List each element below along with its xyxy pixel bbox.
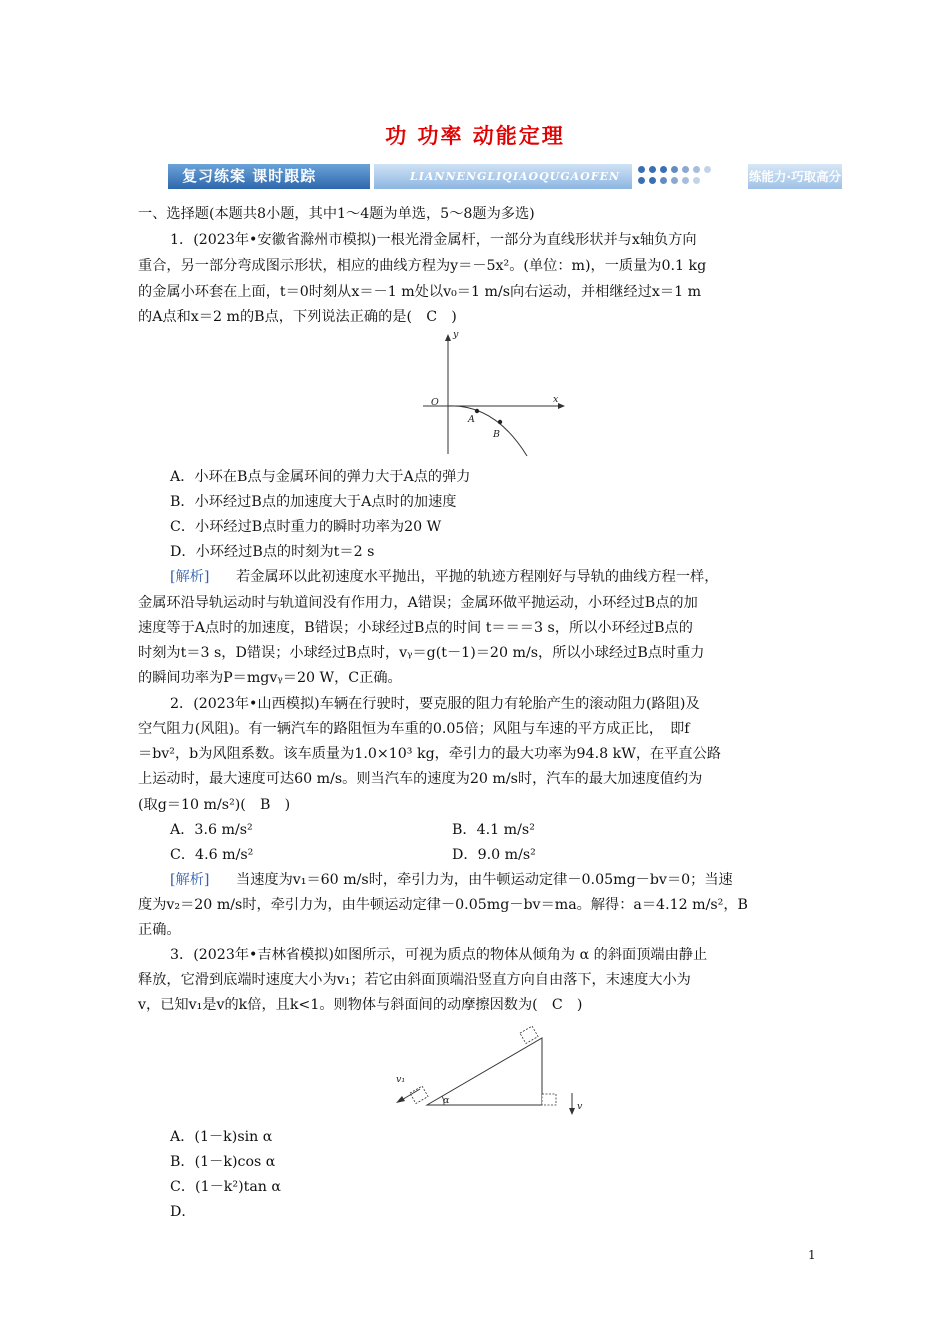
- top-block: [520, 1026, 538, 1043]
- page-number: 1: [808, 1248, 816, 1262]
- q1-analysis-line: 时刻为t＝3 s，D错误；小球经过B点时，vᵧ＝g(t－1)＝20 m/s，所以小球经过B点时重力: [138, 645, 705, 661]
- page-title: 功 功率 动能定理: [385, 124, 565, 148]
- q1-analysis-line: 金属环沿导轨运动时与轨道间没有作用力，A错误；金属环做平抛运动，小环经过B点的加: [138, 595, 698, 611]
- q2-line: ＝bv²，b为风阻系数。该车质量为1.0×10³ kg，牵引力的最大功率为94.8 kW，在平直公路: [138, 746, 721, 762]
- v-arrow-head: [569, 1108, 575, 1115]
- q2-option-d: D．9.0 m/s²: [452, 847, 536, 863]
- origin-label: O: [431, 397, 439, 408]
- banner-dots-decoration: [638, 165, 744, 188]
- v1-arrow-head: [396, 1096, 405, 1103]
- x-axis-label: x: [553, 394, 559, 405]
- q3-option-a: A．(1－k)sin α: [170, 1129, 273, 1145]
- point-a-label: A: [468, 414, 475, 425]
- banner-middle-label: LIANNENGLIQIAOQUGAOFEN: [374, 164, 632, 189]
- q1-analysis-line: 的瞬间功率为P＝mgvᵧ＝20 W，C正确。: [138, 670, 402, 686]
- q3-option-d: D．: [170, 1204, 196, 1220]
- q1-line: 重合，另一部分弯成图示形状，相应的曲线方程为y＝－5x²。(单位：m)，一质量为0.1 kg: [138, 258, 707, 274]
- q1-option-a: A．小环在B点与金属环间的弹力大于A点的弹力: [170, 469, 471, 485]
- curve-track: [448, 406, 527, 456]
- q1-analysis-tag: [解析]: [170, 569, 210, 585]
- v-label: v: [577, 1101, 583, 1112]
- point-b-marker: [498, 420, 502, 424]
- q1-line: 1．(2023年•安徽省滁州市模拟)一根光滑金属杆，一部分为直线形状并与x轴负方向: [170, 232, 697, 248]
- q1-option-c: C．小环经过B点时重力的瞬时功率为20 W: [170, 519, 442, 535]
- q1-line: 的A点和x＝2 m的B点，下列说法正确的是( C ): [138, 309, 457, 325]
- q2-option-b: B．4.1 m/s²: [452, 822, 535, 838]
- q3-incline-figure: [392, 1030, 592, 1120]
- q3-line: v，已知v₁是v的k倍，且k<1。则物体与斜面间的动摩擦因数为( C ): [138, 997, 583, 1013]
- q2-analysis-line: 正确。: [138, 922, 181, 938]
- q1-curve-figure: [415, 329, 575, 457]
- q2-line: (取g＝10 m/s²)( B ): [138, 797, 291, 813]
- q1-line: 的金属小环套在上面，t＝0时刻从x＝－1 m处以v₀＝1 m/s向右运动，并相继经过x＝1 m: [138, 284, 702, 300]
- q1-analysis-line: 速度等于A点时的加速度，B错误；小球经过B点的时间 t＝＝＝3 s，所以小环经过B点的: [138, 620, 693, 636]
- section-header: 一、选择题(本题共8小题，其中1～4题为单选，5～8题为多选): [138, 206, 535, 222]
- q3-line: 3．(2023年•吉林省模拟)如图所示，可视为质点的物体从倾角为 α 的斜面顶端由静止: [170, 947, 708, 963]
- bottom-block: [542, 1094, 556, 1105]
- q2-option-a: A．3.6 m/s²: [170, 822, 253, 838]
- y-axis-label: y: [453, 329, 459, 340]
- point-b-label: B: [493, 429, 500, 440]
- q1-option-d: D．小环经过B点的时刻为t＝2 s: [170, 544, 375, 560]
- q2-analysis-tag: [解析]: [170, 872, 210, 888]
- x-axis-arrow: [558, 403, 565, 409]
- alpha-label: α: [443, 1095, 450, 1106]
- q2-analysis-line: 度为v₂＝20 m/s时，牵引力为，由牛顿运动定律－0.05mg－bv＝ma。解得：a＝4.12 m/s²，B: [138, 897, 748, 913]
- q3-option-c: C．(1－k²)tan α: [170, 1179, 281, 1195]
- q2-line: 2．(2023年•山西模拟)车辆在行驶时，要克服的阻力有轮胎产生的滚动阻力(路阻)及: [170, 696, 700, 712]
- slide-block: [410, 1086, 428, 1103]
- q1-option-b: B．小环经过B点的加速度大于A点时的加速度: [170, 494, 457, 510]
- q2-line: 空气阻力(风阻)。有一辆汽车的路阻恒为车重的0.05倍；风阻与车速的平方成正比， 即f: [138, 721, 690, 737]
- point-a-marker: [475, 409, 479, 413]
- y-axis-arrow: [445, 334, 451, 341]
- q1-analysis-line: 若金属环以此初速度水平抛出，平抛的轨迹方程刚好与导轨的曲线方程一样，: [236, 569, 719, 585]
- q3-line: 释放，它滑到底端时速度大小为v₁；若它由斜面顶端沿竖直方向自由落下，末速度大小为: [138, 972, 691, 988]
- q2-option-c: C．4.6 m/s²: [170, 847, 254, 863]
- v1-label: v₁: [396, 1074, 406, 1085]
- q3-option-b: B．(1－k)cos α: [170, 1154, 276, 1170]
- section-banner: [168, 164, 842, 189]
- banner-left-label: 复习练案 课时跟踪: [168, 164, 370, 189]
- banner-right-label: 练能力·巧取高分: [748, 164, 842, 189]
- q2-line: 上运动时，最大速度可达60 m/s。则当汽车的速度为20 m/s时，汽车的最大加速度值约为: [138, 771, 703, 787]
- q2-analysis-line: 当速度为v₁＝60 m/s时，牵引力为，由牛顿运动定律－0.05mg－bv＝0；当速: [236, 872, 733, 888]
